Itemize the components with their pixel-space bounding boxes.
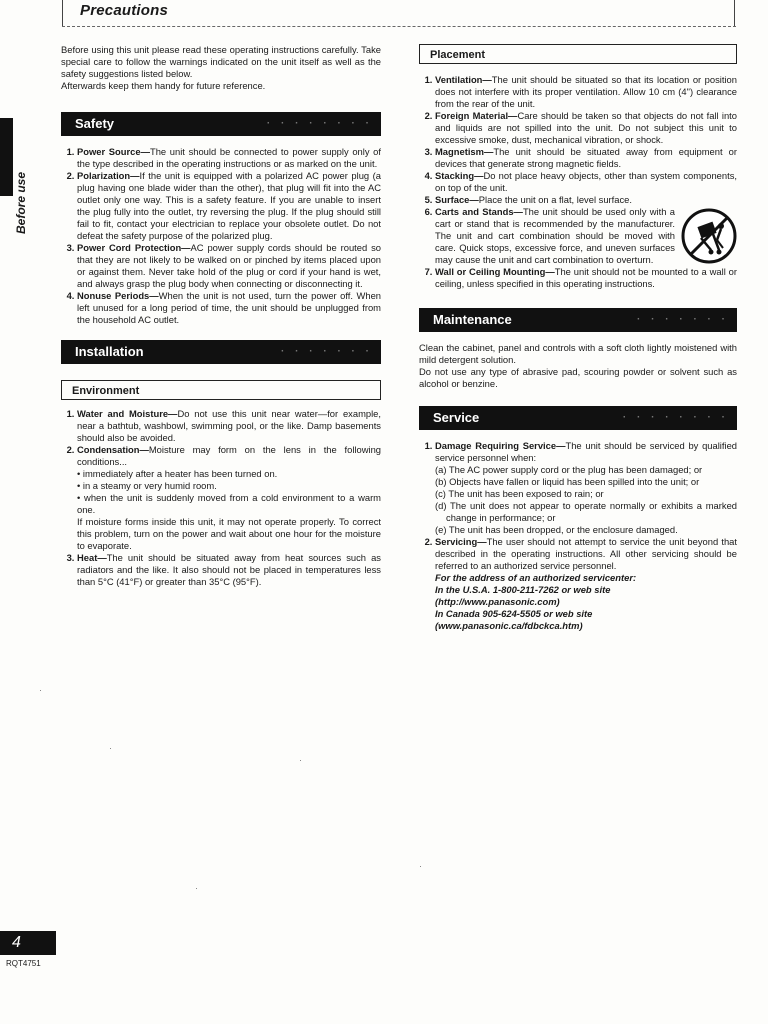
scan-speck xyxy=(40,690,41,691)
service-heading xyxy=(419,406,737,430)
address-line: In the U.S.A. 1-800-211-7262 or web site xyxy=(435,584,611,595)
scan-speck xyxy=(300,760,301,761)
heading-texture: · · · · · · · · xyxy=(622,412,729,423)
heading-texture: · · · · · · · xyxy=(637,314,729,325)
list-item: 1. Ventilation—The unit should be situated so that its location or position does not interfere with its proper ventilation. Allow 10 cm (4") clearance from the rear of the unit. xyxy=(435,74,737,110)
list-item: 3. Magnetism—The unit should be situated away from equipment or devices that generate strong magnetic fields. xyxy=(435,146,737,170)
title-rule xyxy=(62,26,736,27)
side-tab-marker xyxy=(0,118,13,196)
page-title: Precautions xyxy=(80,2,169,19)
bullet-item: • in a steamy or very humid room. xyxy=(77,480,217,491)
condition-item: (a) The AC power supply cord or the plug has been damaged; or xyxy=(435,464,703,475)
document-code: RQT4751 xyxy=(6,959,41,968)
placement-list xyxy=(419,74,737,290)
placement-heading: Placement xyxy=(419,44,737,64)
address-line: In Canada 905-624-5505 or web site xyxy=(435,608,593,619)
environment-heading: Environment xyxy=(61,380,381,400)
left-column xyxy=(61,44,381,588)
maintenance-text: Clean the cabinet, panel and controls with a soft cloth lightly moistened with mild detergent solution. xyxy=(419,342,737,365)
bullet-item: • when the unit is suddenly moved from a cold environment to a warm one. xyxy=(77,492,381,515)
list-item: 7. Wall or Ceiling Mounting—The unit should not be mounted to a wall or ceiling, unless specified in this operating instructions. xyxy=(435,266,737,290)
title-frame-right xyxy=(734,0,735,27)
intro-text: Before using this unit please read these operating instructions carefully. Take special care to follow the warnings indicated on the unit itself as well as the safety suggestions listed below. xyxy=(61,44,381,79)
address-line: (www.panasonic.ca/fdbckca.htm) xyxy=(435,620,583,631)
maintenance-heading-label: Maintenance xyxy=(433,312,512,327)
title-frame-left xyxy=(62,0,63,27)
list-item: 1. Damage Requiring Service—The unit should be serviced by qualified service personnel when: (a) The AC power supply cord or the plug has been damaged; or (b) Objects have fallen or liquid has been spilled into the unit; or (c) The unit has been exposed to rain; or (d) The unit does not appear to operate normally or exhibits a marked change in performance; or (e) The unit has been dropped, or the enclosure damaged. xyxy=(435,440,737,536)
service-heading-label: Service xyxy=(433,410,480,425)
heading-texture: · · · · · · · · xyxy=(266,118,373,129)
condition-item: (e) The unit has been dropped, or the enclosure damaged. xyxy=(435,524,678,535)
condition-item: (d) The unit does not appear to operate normally or exhibits a marked change in performance; or xyxy=(435,500,737,523)
list-item: 2. Foreign Material—Care should be taken so that objects do not fall into and liquids are not spilled into the unit. Do not subject this unit to excessive smoke, dust, mechanical vibration, or shock. xyxy=(435,110,737,146)
intro-text-2: Afterwards keep them handy for future reference. xyxy=(61,80,266,91)
list-item: 4. Stacking—Do not place heavy objects, other than system components, on top of the unit. xyxy=(435,170,737,194)
safety-heading-label: Safety xyxy=(75,116,115,131)
condition-item: (c) The unit has been exposed to rain; or xyxy=(435,488,604,499)
scan-speck xyxy=(110,748,111,749)
list-item: 2. Condensation—Moisture may form on the lens in the following conditions... • immediately after a heater has been turned on. • in a steamy or very humid room. • when the unit is suddenly moved from a cold environment to a warm one. If moisture forms inside this unit, it may not operate properly. To correct this problem, turn on the power and wait about one hour for the moisture to evaporate. xyxy=(77,444,381,552)
address-line: (http://www.panasonic.com) xyxy=(435,596,560,607)
heading-texture: · · · · · · · xyxy=(281,346,373,357)
list-item: 4. Nonuse Periods—When the unit is not used, turn the power off. When left unused for a long period of time, the unit should be unplugged from the household AC outlet. xyxy=(77,290,381,326)
side-tab-label: Before use xyxy=(14,171,28,234)
condensation-note: If moisture forms inside this unit, it may not operate properly. To correct this problem, turn on the power and wait about one hour for the moisture to evaporate. xyxy=(77,516,381,551)
maintenance-heading xyxy=(419,308,737,332)
list-item: 6. Carts and Stands—The unit should be used only with a cart or stand that is recommended by the manufacturer. The unit and cart combination should be moved with care. Quick stops, excessive force, and uneven surfaces may cause the unit and cart combination to overturn. xyxy=(435,206,737,266)
list-item: 5. Surface—Place the unit on a flat, level surface. xyxy=(435,194,737,206)
bullet-item: • immediately after a heater has been turned on. xyxy=(77,468,278,479)
installation-heading-label: Installation xyxy=(75,344,144,359)
condition-item: (b) Objects have fallen or liquid has been spilled into the unit; or xyxy=(435,476,700,487)
scan-speck xyxy=(420,866,421,867)
cart-tip-over-warning-icon xyxy=(681,208,737,264)
list-item: 3. Heat—The unit should be situated away from heat sources such as radiators and the like. It also should not be placed in temperatures less than 5°C (41°F) or greater than 35°C (95°F). xyxy=(77,552,381,588)
list-item: 2. Polarization—If the unit is equipped with a polarized AC power plug (a plug having one blade wider than the other), that plug will fit into the AC outlet only one way. This is a safety feature. If you are unable to insert the plug fully into the outlet, try reversing the plug. If the plug should still fail to fit, contact your electrician to replace your obsolete outlet. Do not defeat the safety purpose of the polarized plug. xyxy=(77,170,381,242)
right-column xyxy=(419,44,737,632)
address-line: For the address of an authorized servicenter: xyxy=(435,572,637,583)
installation-heading xyxy=(61,340,381,364)
list-item: 2. Servicing—The user should not attempt to service the unit beyond that described in the operating instructions. All other servicing should be referred to an authorized service personnel. For the address of an authorized servicenter: In the U.S.A. 1-800-211-7262 or web site (http://www.panasonic.com) In Canada 905-624-5505 or web site (www.panasonic.ca/fdbckca.htm) xyxy=(435,536,737,632)
service-address-block xyxy=(435,572,737,632)
safety-list xyxy=(61,146,381,326)
scan-speck xyxy=(196,888,197,889)
list-item: 1. Power Source—The unit should be connected to power supply only of the type described in the operating instructions or as marked on the unit. xyxy=(77,146,381,170)
service-list xyxy=(419,440,737,632)
safety-heading xyxy=(61,112,381,136)
list-item: 3. Power Cord Protection—AC power supply cords should be routed so that they are not likely to be walked on or pinched by items placed upon or against them. Never take hold of the plug or cord if your hand is wet, and always grasp the plug body when connecting or disconnecting it. xyxy=(77,242,381,290)
maintenance-text-2: Do not use any type of abrasive pad, scouring powder or solvent such as alcohol or benzine. xyxy=(419,366,737,389)
page-number: 4 xyxy=(0,931,56,955)
environment-list xyxy=(61,408,381,588)
list-item: 1. Water and Moisture—Do not use this unit near water—for example, near a bathtub, washbowl, swimming pool, or the like. Damp basements should also be avoided. xyxy=(77,408,381,444)
service-conditions xyxy=(435,464,737,536)
